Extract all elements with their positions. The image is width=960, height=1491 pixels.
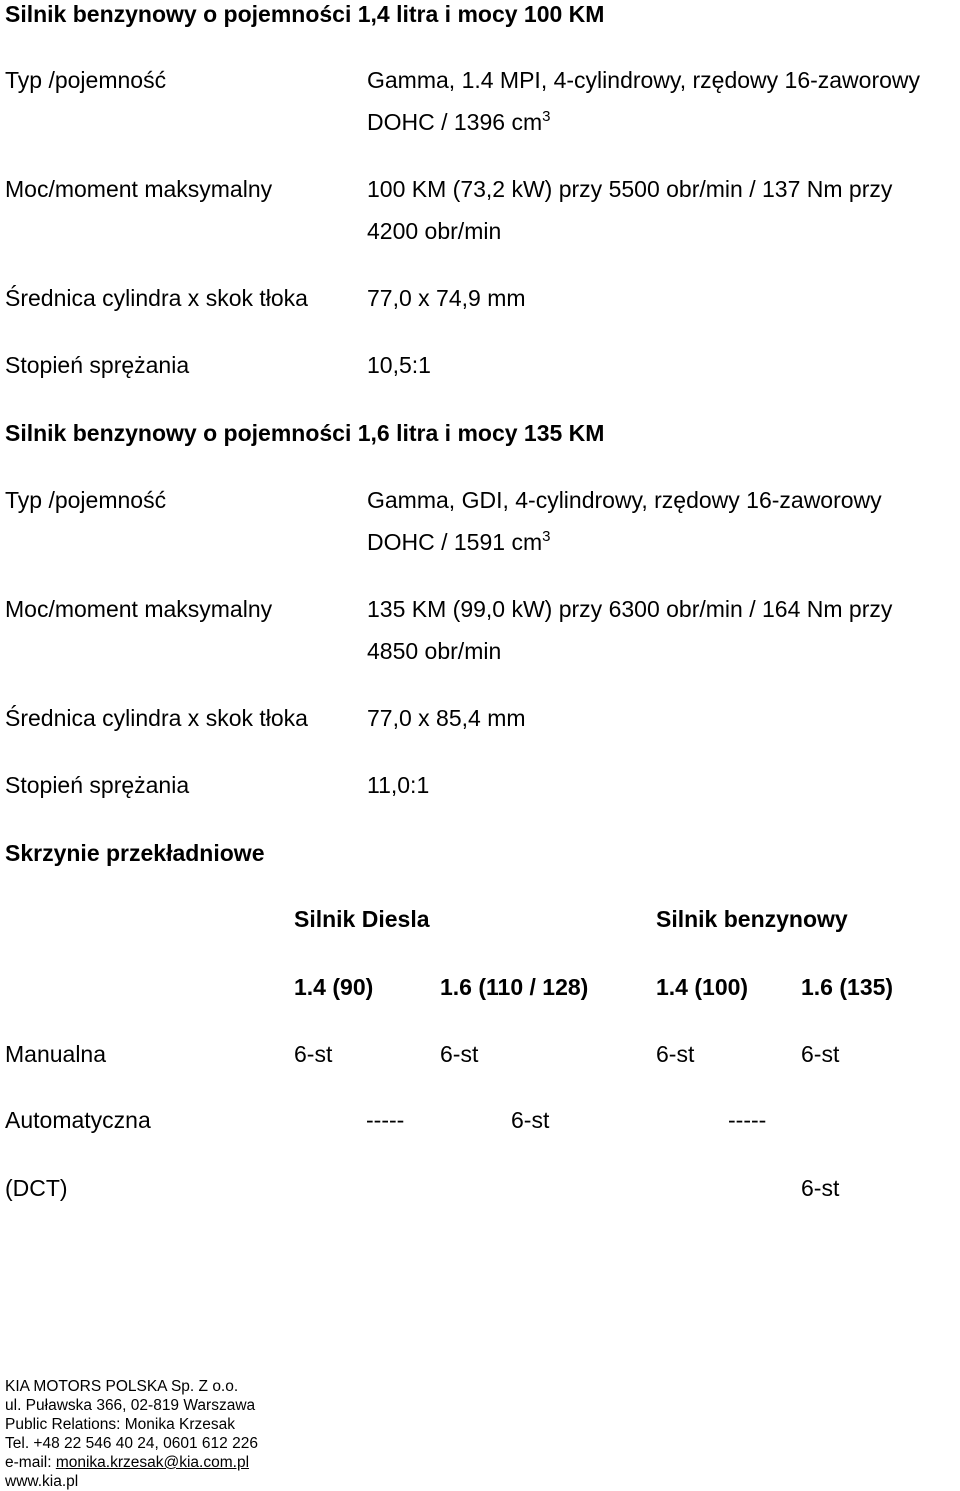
engine1-bore-value: 77,0 x 74,9 mm — [367, 285, 526, 311]
engine2-type-label: Typ /pojemność — [5, 487, 167, 513]
engine1-bore-label: Średnica cylindra x skok tłoka — [5, 285, 308, 311]
footer-address: ul. Puławska 366, 02-819 Warszawa — [5, 1397, 256, 1414]
gearbox-manual-cell: 6-st — [294, 1041, 333, 1067]
gearbox-auto-label: Automatyczna — [5, 1107, 151, 1133]
gearbox-column-header: 1.6 (110 / 128) — [440, 974, 589, 1000]
engine1-compression-label: Stopień sprężania — [5, 352, 190, 378]
engine2-power-value-line1: 135 KM (99,0 kW) przy 6300 obr/min / 164 Nm przy — [367, 596, 893, 622]
gearbox-heading: Skrzynie przekładniowe — [5, 840, 265, 866]
engine2-bore-value: 77,0 x 85,4 mm — [367, 705, 526, 731]
gearbox-column-header: 1.4 (100) — [656, 974, 749, 1000]
gearbox-column-header: 1.4 (90) — [294, 974, 374, 1000]
footer-company: KIA MOTORS POLSKA Sp. Z o.o. — [5, 1378, 239, 1395]
gearbox-auto-cell: ----- — [366, 1107, 405, 1133]
engine2-type-value-superscript: 3 — [542, 528, 551, 545]
engine2-power-label: Moc/moment maksymalny — [5, 596, 273, 622]
engine1-type-value-superscript: 3 — [542, 108, 551, 125]
footer-website-link[interactable]: www.kia.pl — [5, 1473, 79, 1490]
gearbox-dct-label: (DCT) — [5, 1175, 68, 1201]
engine1-power-value-line2: 4200 obr/min — [367, 218, 502, 244]
engine1-compression-value: 10,5:1 — [367, 352, 431, 378]
engine1-type-label: Typ /pojemność — [5, 67, 167, 93]
gearbox-group-diesel: Silnik Diesla — [294, 906, 430, 932]
gearbox-manual-cell: 6-st — [656, 1041, 695, 1067]
footer-phone: Tel. +48 22 546 40 24, 0601 612 226 — [5, 1435, 258, 1452]
engine1-type-value-text: DOHC / 1396 cm — [367, 109, 543, 135]
footer-email-line — [5, 1453, 249, 1472]
engine1-type-value-line2 — [367, 108, 550, 136]
footer-pr-contact: Public Relations: Monika Krzesak — [5, 1416, 236, 1433]
gearbox-dct-value: 6-st — [801, 1175, 840, 1201]
engine2-compression-value: 11,0:1 — [367, 772, 430, 798]
engine2-type-value-line1: Gamma, GDI, 4-cylindrowy, rzędowy 16-zaworowy — [367, 487, 882, 513]
engine1-type-value-line1: Gamma, 1.4 MPI, 4-cylindrowy, rzędowy 16-zaworowy — [367, 67, 921, 93]
gearbox-column-header: 1.6 (135) — [801, 974, 894, 1000]
gearbox-auto-cell: ----- — [728, 1107, 767, 1133]
engine2-heading: Silnik benzynowy o pojemności 1,6 litra i mocy 135 KM — [5, 420, 605, 446]
engine2-compression-label: Stopień sprężania — [5, 772, 190, 798]
footer-email-link[interactable]: monika.krzesak@kia.com.pl — [55, 1454, 250, 1471]
gearbox-group-petrol: Silnik benzynowy — [656, 906, 848, 932]
engine2-type-value-line2 — [367, 528, 550, 556]
engine1-power-value-line1: 100 KM (73,2 kW) przy 5500 obr/min / 137 Nm przy — [367, 176, 893, 202]
engine2-power-value-line2: 4850 obr/min — [367, 638, 502, 664]
footer-email-prefix: e-mail: — [5, 1454, 56, 1471]
gearbox-manual-label: Manualna — [5, 1041, 107, 1067]
engine2-type-value-text: DOHC / 1591 cm — [367, 529, 543, 555]
gearbox-manual-cell: 6-st — [801, 1041, 840, 1067]
gearbox-auto-cell: 6-st — [511, 1107, 550, 1133]
engine1-power-label: Moc/moment maksymalny — [5, 176, 273, 202]
gearbox-manual-cell: 6-st — [440, 1041, 479, 1067]
engine1-heading: Silnik benzynowy o pojemności 1,4 litra i mocy 100 KM — [5, 1, 605, 27]
engine2-bore-label: Średnica cylindra x skok tłoka — [5, 705, 308, 731]
